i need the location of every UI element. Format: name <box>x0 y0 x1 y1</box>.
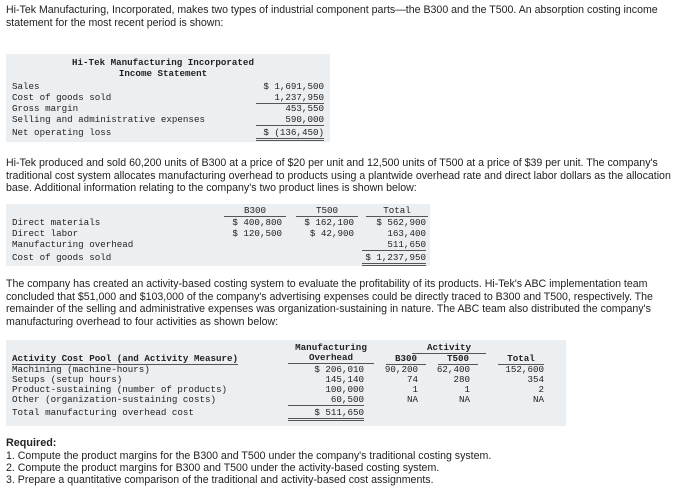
overhead-machining: $ 206,010 <box>314 364 364 375</box>
header-total: Total <box>498 353 544 365</box>
total-setups: 354 <box>527 374 544 385</box>
header-t500: T500 <box>296 205 358 217</box>
b300-setups: 74 <box>406 374 418 385</box>
income-statement-panel <box>6 54 330 142</box>
header-b300: B300 <box>386 353 426 365</box>
header-overhead: Overhead <box>288 352 374 364</box>
paragraph-abc-system: The company has created an activity-based costing system to evaluate the profitability of its products. Hi-Tek's ABC implementation team concluded that $51,000 and $103,000 of the company's advertising expenses could be directly traced to B300 and T500, respectively. The remainder of the selling and administrative expenses was organization-sustaining in nature. The ABC team also distributed the company's manufacturing overhead to four activities as shown below: <box>6 278 653 328</box>
header-total: Total <box>366 205 428 217</box>
header-cost-pool: Activity Cost Pool (and Activity Measure) <box>12 353 239 364</box>
total-direct-materials: $ 562,900 <box>376 217 426 228</box>
b300-direct-materials: $ 400,800 <box>232 217 282 228</box>
row-label-direct-materials: Direct materials <box>12 217 101 228</box>
row-label-net-loss: Net operating loss <box>12 127 112 138</box>
b300-other: NA <box>406 394 418 405</box>
b300-direct-labor: $ 120,500 <box>232 228 282 239</box>
row-label-cost-of-goods-sold: Cost of goods sold <box>12 252 112 263</box>
activity-cost-panel <box>6 340 566 426</box>
total-direct-labor: 163,400 <box>387 228 426 239</box>
total-other: NA <box>532 394 544 405</box>
t500-machining: 62,400 <box>436 364 470 375</box>
overhead-product-sustaining: 100,000 <box>325 384 364 395</box>
paragraph-units-sold: Hi-Tek produced and sold 60,200 units of B300 at a price of $20 per unit and 12,500 units of T500 at a price of $39 per unit. The company's traditional cost system allocates manufacturing overhead to products using a plantwide overhead rate and direct labor dollars as the allocation base. Additional information relating to the company's two product lines is shown below: <box>6 157 671 195</box>
statement-title: Income Statement <box>118 68 208 79</box>
row-label-product-sustaining: Product-sustaining (number of products) <box>12 384 228 395</box>
value-gross-margin: 453,550 <box>285 103 324 114</box>
row-label-other: Other (organization-sustaining costs) <box>12 394 216 405</box>
header-b300: B300 <box>224 205 286 217</box>
row-label-direct-labor: Direct labor <box>12 228 79 239</box>
required-item-1: 1. Compute the product margins for the B300 and T500 under the company's traditional costing system. <box>6 450 492 462</box>
b300-product-sustaining: 1 <box>412 384 418 395</box>
required-item-3: 3. Prepare a quantitative comparison of the traditional and activity-based cost assignments. <box>6 474 434 486</box>
header-t500: T500 <box>438 353 478 365</box>
total-machining: 152,600 <box>505 364 544 375</box>
header-activity: Activity <box>412 342 486 354</box>
overhead-other: 60,500 <box>288 394 364 406</box>
row-label-setups: Setups (setup hours) <box>12 374 123 385</box>
total-product-sustaining: 2 <box>538 384 544 395</box>
row-label-machining: Machining (machine-hours) <box>12 364 150 375</box>
required-item-2: 2. Compute the product margins for B300 and T500 under the activity-based costing system. <box>6 462 440 474</box>
row-label-manufacturing-overhead: Manufacturing overhead <box>12 239 134 250</box>
t500-product-sustaining: 1 <box>464 384 470 395</box>
value-sales: $ 1,691,500 <box>263 81 324 92</box>
value-net-loss: $ (136,450) <box>256 127 324 141</box>
t500-setups: 280 <box>453 374 470 385</box>
overhead-setups: 145,140 <box>325 374 364 385</box>
value-selling-admin: 590,000 <box>256 114 324 126</box>
total-cost-of-goods-sold: $ 1,237,950 <box>362 252 426 266</box>
total-manufacturing-overhead: 511,650 <box>362 239 426 251</box>
row-label-sales: Sales <box>12 81 40 92</box>
b300-machining: 90,200 <box>384 364 418 375</box>
t500-other: NA <box>458 394 470 405</box>
row-label-selling-admin: Selling and administrative expenses <box>12 114 205 125</box>
product-cost-panel <box>6 204 430 266</box>
row-label-gross-margin: Gross margin <box>12 103 79 114</box>
row-label-total-overhead: Total manufacturing overhead cost <box>12 407 194 418</box>
overhead-total: $ 511,650 <box>288 407 364 421</box>
t500-direct-labor: $ 42,900 <box>309 228 354 239</box>
row-label-cogs: Cost of goods sold <box>12 92 112 103</box>
value-cogs: 1,237,950 <box>256 92 324 104</box>
t500-direct-materials: $ 162,100 <box>304 217 354 228</box>
header-manufacturing: Manufacturing <box>295 342 367 353</box>
company-name: Hi-Tek Manufacturing Incorporated <box>72 57 254 68</box>
intro-paragraph: Hi-Tek Manufacturing, Incorporated, makes two types of industrial component parts—the B300 and the T500. An absorption costing income statement for the most recent period is shown: <box>6 4 658 29</box>
required-heading: Required: <box>6 437 57 449</box>
